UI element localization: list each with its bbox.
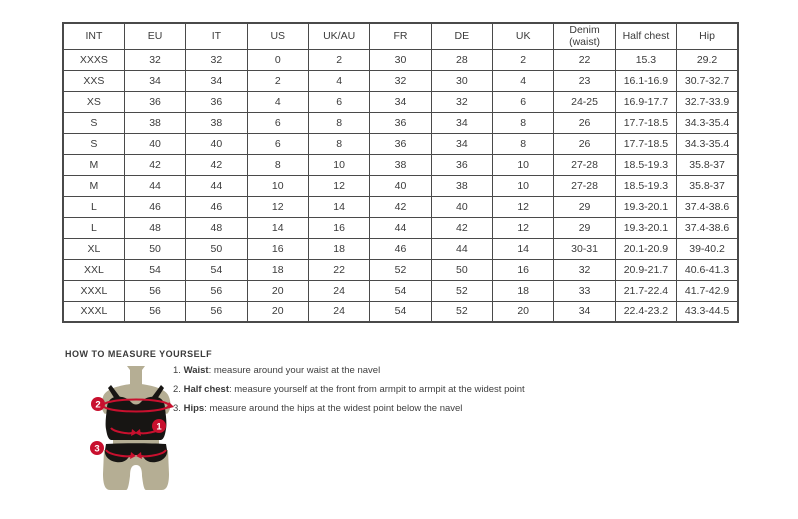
- table-cell: 12: [493, 196, 554, 217]
- table-row: [63, 280, 738, 301]
- table-cell: 35.8-37: [677, 175, 738, 196]
- table-cell: 32: [124, 49, 185, 70]
- table-cell: 46: [186, 196, 247, 217]
- table-cell: 6: [493, 91, 554, 112]
- column-header: UK/AU: [308, 23, 369, 49]
- table-cell: 19.3-20.1: [615, 196, 676, 217]
- table-cell: 8: [493, 133, 554, 154]
- step-text: : measure yourself at the front from armpit to armpit at the widest point: [228, 384, 525, 395]
- table-cell: 33: [554, 280, 615, 301]
- table-cell: XXXS: [63, 49, 124, 70]
- table-cell: 12: [247, 196, 308, 217]
- table-cell: 8: [308, 112, 369, 133]
- table-cell: 44: [124, 175, 185, 196]
- measure-step-waist: [173, 365, 525, 384]
- table-cell: 54: [370, 280, 431, 301]
- table-cell: 6: [308, 91, 369, 112]
- table-cell: 29: [554, 196, 615, 217]
- table-cell: 12: [493, 217, 554, 238]
- table-row: [63, 238, 738, 259]
- table-cell: 8: [247, 154, 308, 175]
- table-cell: 30: [431, 70, 492, 91]
- table-cell: 0: [247, 49, 308, 70]
- table-cell: 32.7-33.9: [677, 91, 738, 112]
- size-chart-header: [63, 23, 738, 49]
- column-header: FR: [370, 23, 431, 49]
- table-cell: 24: [308, 280, 369, 301]
- table-cell: 27-28: [554, 154, 615, 175]
- table-cell: 22: [554, 49, 615, 70]
- table-cell: S: [63, 133, 124, 154]
- table-cell: 23: [554, 70, 615, 91]
- table-cell: 19.3-20.1: [615, 217, 676, 238]
- measure-section-heading: HOW TO MEASURE YOURSELF: [65, 349, 213, 359]
- table-row: [63, 91, 738, 112]
- table-cell: 16.1-16.9: [615, 70, 676, 91]
- table-cell: 30-31: [554, 238, 615, 259]
- measure-instructions: [173, 365, 525, 422]
- table-cell: 30: [370, 49, 431, 70]
- table-cell: 20: [247, 301, 308, 322]
- table-row: [63, 196, 738, 217]
- table-cell: 16: [247, 238, 308, 259]
- table-cell: 40: [186, 133, 247, 154]
- table-cell: 22.4-23.2: [615, 301, 676, 322]
- table-cell: 54: [124, 259, 185, 280]
- table-cell: 4: [247, 91, 308, 112]
- table-cell: 36: [370, 133, 431, 154]
- table-cell: XXL: [63, 259, 124, 280]
- table-cell: 10: [493, 175, 554, 196]
- size-chart-body: [63, 49, 738, 322]
- step-number: 1.: [173, 365, 181, 376]
- table-row: [63, 112, 738, 133]
- table-row: [63, 259, 738, 280]
- table-cell: 56: [124, 280, 185, 301]
- table-cell: 54: [186, 259, 247, 280]
- table-cell: 29.2: [677, 49, 738, 70]
- table-cell: 30.7-32.7: [677, 70, 738, 91]
- table-cell: 44: [431, 238, 492, 259]
- badge-chest-number: 2: [95, 399, 101, 411]
- table-cell: 35.8-37: [677, 154, 738, 175]
- table-cell: 17.7-18.5: [615, 112, 676, 133]
- table-cell: XS: [63, 91, 124, 112]
- table-row: [63, 301, 738, 322]
- table-cell: L: [63, 217, 124, 238]
- table-cell: 39-40.2: [677, 238, 738, 259]
- table-cell: 18: [247, 259, 308, 280]
- table-cell: 6: [247, 112, 308, 133]
- header-row: [63, 23, 738, 49]
- table-cell: 36: [370, 112, 431, 133]
- column-header: IT: [186, 23, 247, 49]
- step-text: : measure around the hips at the widest point below the navel: [204, 403, 463, 414]
- column-header: Half chest: [615, 23, 676, 49]
- table-cell: 20: [247, 280, 308, 301]
- table-cell: 42: [186, 154, 247, 175]
- table-cell: 38: [124, 112, 185, 133]
- table-cell: 42: [370, 196, 431, 217]
- table-cell: 26: [554, 112, 615, 133]
- table-cell: 34.3-35.4: [677, 133, 738, 154]
- table-cell: XL: [63, 238, 124, 259]
- table-cell: 34: [370, 91, 431, 112]
- badge-waist-number: 1: [156, 421, 162, 433]
- table-row: [63, 49, 738, 70]
- table-cell: 42: [431, 217, 492, 238]
- column-header: Hip: [677, 23, 738, 49]
- table-cell: 12: [308, 175, 369, 196]
- step-term: Hips: [183, 403, 205, 414]
- table-cell: XXS: [63, 70, 124, 91]
- table-cell: 48: [186, 217, 247, 238]
- badge-hips-number: 3: [94, 443, 100, 455]
- column-header: DE: [431, 23, 492, 49]
- table-cell: 41.7-42.9: [677, 280, 738, 301]
- table-cell: 10: [308, 154, 369, 175]
- table-cell: M: [63, 175, 124, 196]
- table-row: [63, 154, 738, 175]
- column-header: INT: [63, 23, 124, 49]
- column-header: UK: [493, 23, 554, 49]
- table-cell: 20.9-21.7: [615, 259, 676, 280]
- step-term: Half chest: [183, 384, 229, 395]
- column-header: EU: [124, 23, 185, 49]
- table-cell: 38: [370, 154, 431, 175]
- table-row: [63, 175, 738, 196]
- table-cell: 24-25: [554, 91, 615, 112]
- table-cell: 18: [308, 238, 369, 259]
- step-text: : measure around your waist at the navel: [208, 365, 381, 376]
- table-cell: 14: [247, 217, 308, 238]
- table-cell: 22: [308, 259, 369, 280]
- step-term: Waist: [183, 365, 209, 376]
- table-cell: 2: [308, 49, 369, 70]
- table-row: [63, 217, 738, 238]
- table-cell: 26: [554, 133, 615, 154]
- table-cell: 52: [370, 259, 431, 280]
- table-cell: 54: [370, 301, 431, 322]
- table-cell: 32: [431, 91, 492, 112]
- table-cell: 16.9-17.7: [615, 91, 676, 112]
- table-cell: 16: [493, 259, 554, 280]
- table-cell: S: [63, 112, 124, 133]
- table-cell: 14: [308, 196, 369, 217]
- table-cell: 17.7-18.5: [615, 133, 676, 154]
- table-cell: 18.5-19.3: [615, 154, 676, 175]
- table-cell: 16: [308, 217, 369, 238]
- measure-step-hips: [173, 403, 525, 422]
- table-cell: 40.6-41.3: [677, 259, 738, 280]
- table-cell: 34: [124, 70, 185, 91]
- table-cell: 15.3: [615, 49, 676, 70]
- table-cell: 42: [124, 154, 185, 175]
- table-cell: 40: [431, 196, 492, 217]
- step-number: 3.: [173, 403, 181, 414]
- table-cell: 8: [308, 133, 369, 154]
- table-cell: L: [63, 196, 124, 217]
- table-row: [63, 70, 738, 91]
- table-cell: 44: [186, 175, 247, 196]
- table-cell: 20: [493, 301, 554, 322]
- table-cell: 14: [493, 238, 554, 259]
- table-cell: 56: [186, 280, 247, 301]
- measure-step-half-chest: [173, 384, 525, 403]
- table-cell: 44: [370, 217, 431, 238]
- table-cell: 52: [431, 280, 492, 301]
- table-cell: 34: [554, 301, 615, 322]
- table-cell: 34: [431, 112, 492, 133]
- table-cell: 50: [186, 238, 247, 259]
- table-cell: M: [63, 154, 124, 175]
- table-cell: 24: [308, 301, 369, 322]
- step-number: 2.: [173, 384, 181, 395]
- table-cell: XXXL: [63, 301, 124, 322]
- table-cell: 37.4-38.6: [677, 196, 738, 217]
- table-cell: 50: [431, 259, 492, 280]
- table-cell: 4: [308, 70, 369, 91]
- table-cell: 2: [493, 49, 554, 70]
- table-cell: 56: [124, 301, 185, 322]
- table-cell: 34: [186, 70, 247, 91]
- table-cell: 32: [554, 259, 615, 280]
- table-cell: 56: [186, 301, 247, 322]
- table-cell: 40: [370, 175, 431, 196]
- table-cell: 50: [124, 238, 185, 259]
- table-cell: 46: [370, 238, 431, 259]
- table-cell: 34: [431, 133, 492, 154]
- table-cell: 28: [431, 49, 492, 70]
- table-cell: 2: [247, 70, 308, 91]
- table-cell: 18.5-19.3: [615, 175, 676, 196]
- table-cell: 38: [186, 112, 247, 133]
- table-cell: 32: [186, 49, 247, 70]
- table-cell: 36: [431, 154, 492, 175]
- table-row: [63, 133, 738, 154]
- table-cell: 38: [431, 175, 492, 196]
- table-cell: 4: [493, 70, 554, 91]
- table-cell: 46: [124, 196, 185, 217]
- table-cell: 48: [124, 217, 185, 238]
- table-cell: 36: [186, 91, 247, 112]
- column-header: Denim (waist): [554, 23, 615, 49]
- table-cell: 36: [124, 91, 185, 112]
- table-cell: 20.1-20.9: [615, 238, 676, 259]
- table-cell: 52: [431, 301, 492, 322]
- table-cell: 34.3-35.4: [677, 112, 738, 133]
- table-cell: 43.3-44.5: [677, 301, 738, 322]
- table-cell: 40: [124, 133, 185, 154]
- table-cell: 21.7-22.4: [615, 280, 676, 301]
- table-cell: 37.4-38.6: [677, 217, 738, 238]
- table-cell: 6: [247, 133, 308, 154]
- table-cell: 29: [554, 217, 615, 238]
- table-cell: XXXL: [63, 280, 124, 301]
- table-cell: 10: [493, 154, 554, 175]
- table-cell: 32: [370, 70, 431, 91]
- table-cell: 10: [247, 175, 308, 196]
- table-cell: 8: [493, 112, 554, 133]
- table-cell: 18: [493, 280, 554, 301]
- column-header: US: [247, 23, 308, 49]
- size-chart-table: [62, 22, 739, 323]
- table-cell: 27-28: [554, 175, 615, 196]
